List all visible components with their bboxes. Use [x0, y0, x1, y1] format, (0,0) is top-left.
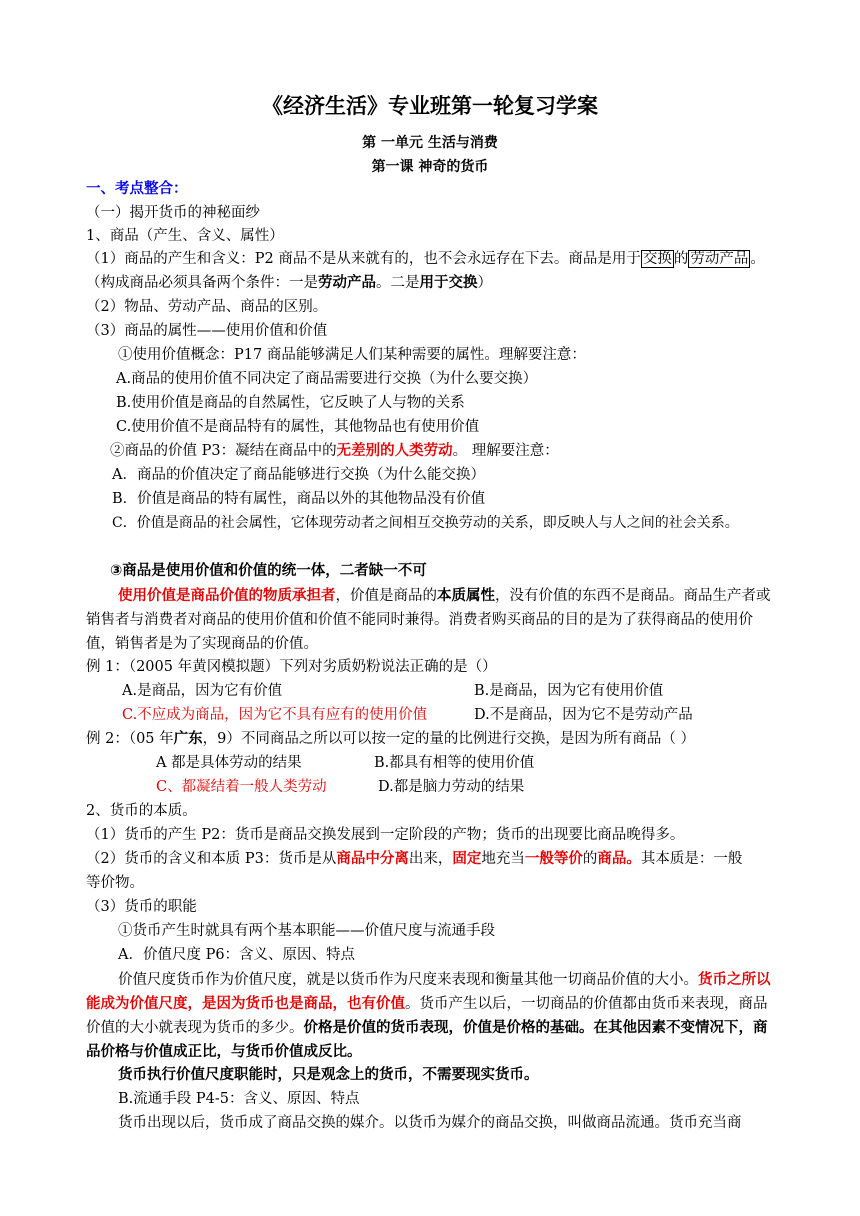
- bold-term: 价格是价值的货币表现，价值是价格的基础。在其他因素不变情况下，商品价格与价值成正比，与货币价值成反比。: [86, 1020, 768, 1060]
- text-span: ）: [477, 275, 492, 291]
- text-span: 价值尺度货币作为价值尺度，就是以货币作为尺度来表现和衡量其他一切商品价值的大小。: [118, 972, 698, 988]
- option-a: A.是商品，因为它有价值: [122, 683, 283, 699]
- highlight-term: 一般等价: [524, 851, 583, 867]
- text-span: （1）商品的产生和含义：P2 商品不是从来就有的，也不会永远存在下去。商品是用于: [86, 251, 641, 267]
- text-line: [86, 248, 765, 270]
- text-span: ②商品的价值 P3：凝结在商品中的: [110, 443, 337, 459]
- option-c-answer: C.不应成为商品，因为它不具有应有的使用价值: [122, 707, 428, 723]
- text-line: A．商品的价值决定了商品能够进行交换（为什么能交换）: [112, 467, 485, 483]
- text-line: （一）揭开货币的神秘面纱: [86, 205, 260, 221]
- boxed-term: 劳动产品: [690, 251, 749, 267]
- text-line: ①货币产生时就具有两个基本职能——价值尺度与流通手段: [118, 923, 495, 939]
- document-title: 《经济生活》专业班第一轮复习学案: [262, 94, 598, 118]
- text-line: B.使用价值是商品的自然属性，它反映了人与物的关系: [116, 395, 465, 411]
- text-line: 1、商品（产生、含义、属性）: [86, 228, 284, 244]
- text-line: A.商品的使用价值不同决定了商品需要进行交换（为什么要交换）: [116, 371, 538, 387]
- text-span: 。: [750, 251, 765, 267]
- text-line: （3）商品的属性——使用价值和价值: [86, 323, 328, 339]
- text-line: 货币出现以后，货币成了商品交换的媒介。以货币为媒介的商品交换，叫做商品流通。货币充当商: [118, 1115, 742, 1131]
- paragraph: [86, 968, 776, 1064]
- text-span: 地充当: [481, 851, 525, 867]
- text-line: [86, 272, 492, 294]
- bold-term: 劳动产品: [318, 275, 376, 291]
- text-line: ①使用价值概念：P17 商品能够满足人们某种需要的属性。理解要注意：: [118, 347, 586, 363]
- option-a: A 都是具体劳动的结果: [156, 755, 302, 771]
- text-line: C.使用价值不是商品特有的属性，其他物品也有使用价值: [116, 419, 480, 435]
- option-b: B.都具有相等的使用价值: [374, 755, 535, 771]
- text-span: 的: [582, 851, 598, 867]
- text-line: （1）货币的产生 P2：货币是商品交换发展到一定阶段的产物；货币的出现要比商品晚得多。: [86, 827, 685, 843]
- text-span: （构成商品必须具备两个条件：一是: [86, 275, 318, 291]
- example-question: [86, 728, 695, 750]
- bold-term: 用于交换: [419, 275, 478, 291]
- unit-heading: 第 一单元 生活与消费: [362, 135, 498, 151]
- text-line: C．价值是商品的社会属性，它体现劳动者之间相互交换劳动的关系，即反映人与人之间的社会关系。: [112, 515, 739, 531]
- option-d: D.不是商品，因为它不是劳动产品: [474, 707, 693, 723]
- highlight-term: 商品中分离: [336, 851, 409, 867]
- option-b: B.是商品，因为它有使用价值: [474, 683, 664, 699]
- text-span: 例 2：（05 年: [86, 731, 174, 747]
- text-line: [86, 848, 742, 870]
- text-span: 。二是: [376, 275, 420, 291]
- highlight-term: 使用价值是商品价值的物质承担者: [118, 588, 336, 604]
- bold-term: 广东: [173, 731, 203, 747]
- text-line: [110, 440, 559, 462]
- text-span: ，9）不同商品之所以可以按一定的量的比例进行交换，是因为所有商品（ ）: [202, 731, 695, 747]
- highlight-term: 商品。: [597, 851, 641, 867]
- text-line: 2、货币的本质。: [86, 803, 197, 819]
- text-line: B．价值是商品的特有属性，商品以外的其他物品没有价值: [112, 491, 486, 507]
- boxed-term: 交换: [642, 251, 672, 267]
- text-line: （2）物品、劳动产品、商品的区别。: [86, 299, 328, 315]
- text-line: （3）货币的职能: [86, 899, 197, 915]
- text-span: 其本质是：一般: [640, 851, 743, 867]
- highlight-term: 固定: [452, 851, 482, 867]
- option-c-answer: C、都凝结着一般人类劳动: [156, 779, 327, 795]
- text-line: B.流通手段 P4-5：含义、原因、特点: [118, 1091, 360, 1107]
- bold-statement: 货币执行价值尺度职能时，只是观念上的货币，不需要现实货币。: [118, 1067, 539, 1083]
- text-span: （2）货币的含义和本质 P3：货币是从: [86, 851, 337, 867]
- highlight-term: 无差别的人类劳动: [336, 443, 453, 459]
- paragraph: [86, 584, 776, 656]
- bold-term: 本质属性: [437, 588, 495, 604]
- text-span: ，没有价值的东西不是商品。商品生产者或销售者与消费者对商品的使用价值和价值不能同时兼得。消费者购买商品的目的是为了获得商品的使用价值，销售者是为了实现商品的价值。: [86, 588, 771, 652]
- text-span: 。货币产生以后，一切商品的价值都由货币来表现，商品价值的大小就表现为货币的多少。: [86, 996, 768, 1036]
- highlight-term: 货币之所以能成为价值尺度，是因为货币也是商品，也有价值: [86, 972, 771, 1012]
- lesson-heading: 第一课 神奇的货币: [371, 159, 489, 175]
- text-span: 出来，: [408, 851, 453, 867]
- text-line: 等价物。: [86, 875, 144, 891]
- section-heading: 一、考点整合：: [86, 181, 188, 197]
- text-span: ，价值是商品的: [335, 588, 437, 604]
- text-line: A．价值尺度 P6：含义、原因、特点: [118, 947, 356, 963]
- text-span: 的: [673, 251, 689, 267]
- example-question: 例 1：（2005 年黄冈模拟题）下列对劣质奶粉说法正确的是（）: [86, 659, 497, 675]
- option-d: D.都是脑力劳动的结果: [378, 779, 525, 795]
- subsection-heading: ③商品是使用价值和价值的统一体，二者缺一不可: [110, 563, 427, 579]
- text-span: 。 理解要注意：: [452, 443, 559, 459]
